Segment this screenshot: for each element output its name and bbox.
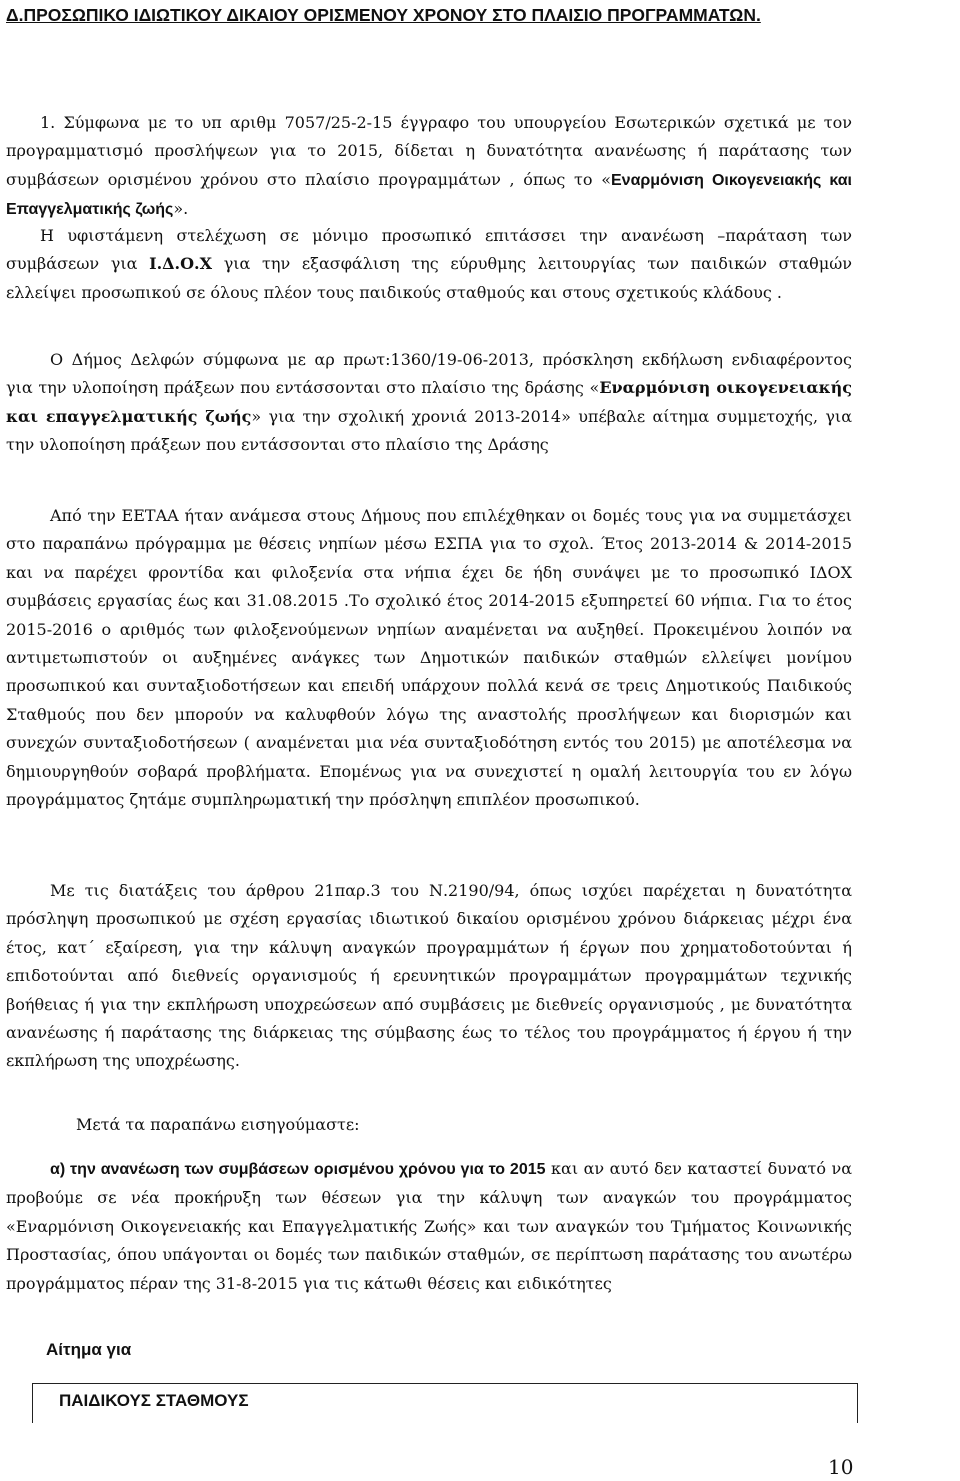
paragraph-7-tail: και αν αυτό δεν καταστεί δυνατό να προβούμε σε νέα προκήρυξη των θέσεων για την κάλυψη των αναγκών του προγράμματος «Εναρμόνιση Οικογενειακής και Επαγγελματικής Ζωής» και των αναγκών του Τμήματος Κοινωνικής Προστασίας, όπου υπάγονται οι δομές των παιδικών σταθμών, σε περίπτωση παράτασης του ανωτέρω προγράμματος πέραν της 31-8-2015 για τις κάτωθι θέσεις και ειδικότητες <box>6 1159 853 1293</box>
paragraph-1-tail: ». <box>173 199 189 219</box>
positions-table <box>32 1383 858 1423</box>
paragraph-3-lead: Ο Δήμος Δελφών σύμφωνα με αρ πρωτ:1360/19-06-2013, πρόσκληση εκδήλωση ενδιαφέροντος για την υλοποίηση πράξεων που εντάσσονται στο πλαίσιο της δράσης « <box>6 350 852 398</box>
paragraph-6 <box>6 1111 852 1139</box>
paragraph-7-bold: α) την ανανέωση των συμβάσεων ορισμένου χρόνου για το 2015 <box>50 1161 546 1178</box>
section-heading: Δ.ΠΡΟΣΩΠΙΚΟ ΙΔΙΩΤΙΚΟΥ ΔΙΚΑΙΟΥ ΟΡΙΣΜΕΝΟΥ ΧΡΟΝΟΥ ΣΤΟ ΠΛΑΙΣΙΟ ΠΡΟΓΡΑΜΜΑΤΩΝ. <box>6 5 761 25</box>
paragraph-2-tail: για την εξασφάλιση της εύρυθμης λειτουργίας των παιδικών σταθμών ελλείψει προσωπικού σε όλους πλέον τους παιδικούς σταθμούς και στους σχετικούς κλάδους . <box>6 254 852 302</box>
paragraph-4 <box>6 502 852 814</box>
paragraph-1 <box>6 109 852 225</box>
paragraph-5 <box>6 877 852 1076</box>
paragraph-4-text: Από την ΕΕΤΑΑ ήταν ανάμεσα στους Δήμους που επιλέχθηκαν οι δομές τους για να συμμετάσχει στο παραπάνω πρόγραμμα με θέσεις νηπίων μέσω ΕΣΠΑ για το σχολ. Έτος 2013-2014 & 2014-2015 και να παρέχει φροντίδα και φιλοξενία στα νήπια έχει δε ήδη συνάψει με το προσωπικό ΙΔΟΧ συμβάσεις εργασίας έως και 31.08.2015 .Το σχολικό έτος 2014-2015 εξυπηρετεί 60 νήπια. Για το έτος 2015-2016 ο αριθμός των φιλοξενούμενων νηπίων αναμένεται να αυξηθεί. Προκειμένου λοιπόν να αντιμετωπιστούν οι αυξημένες ανάγκες των Δημοτικών παιδικών σταθμών ελλείψει μονίμου προσωπικού και συνταξιοδοτήσεων και επειδή υπάρχουν πολλά κενά σε τρεις Δημοτικούς Παιδικούς Σταθμούς που δεν μπορούν να καλυφθούν λόγω της αναστολής προσλήψεων και διορισμών και συνεχών συνταξιοδοτήσεων ( αναμένεται μια νέα συνταξιοδότηση εντός του 2015) με αποτέλεσμα να δημιουργηθούν σοβαρά προβλήματα. Επομένως για να συνεχιστεί η ομαλή λειτουργία του εν λόγω προγράμματος ζητάμε συμπληρωματική την πρόσληψη επιπλέον προσωπικού. <box>6 506 852 810</box>
table-cell-department: ΠΑΙΔΙΚΟΥΣ ΣΤΑΘΜΟΥΣ <box>59 1391 249 1410</box>
paragraph-3 <box>6 346 852 460</box>
paragraph-2 <box>6 222 852 307</box>
paragraph-2-bold: Ι.Δ.Ο.Χ <box>149 254 213 274</box>
paragraph-5-text: Με τις διατάξεις του άρθρου 21παρ.3 του Ν.2190/94, όπως ισχύει παρέχεται η δυνατότητα πρόσληψη προσωπικού με σχέση εργασίας ιδιωτικού δικαίου ορισμένου χρόνου διάρκειας μέχρι ένα έτος, κατ΄ εξαίρεση, για την κάλυψη αναγκών προγραμμάτων ή έργων που χρηματοδοτούνται ή επιδοτούνται από διεθνείς οργανισμούς ή ερευνητικών προγραμμάτων προγραμμάτων τεχνικής βοήθειας ή για την εκπλήρωση υποχρεώσεων από συμβάσεις με διεθνείς οργανισμούς , με δυνατότητα ανανέωσης ή παράτασης της διάρκειας της σύμβασης έως το τέλος του προγράμματος ή έργου ή την εκπλήρωση της υποχρέωσης. <box>6 881 852 1071</box>
paragraph-1-bold: Εναρμόνιση Οικογενειακής και Επαγγελματικής ζωής <box>6 171 852 219</box>
paragraph-6-text: Μετά τα παραπάνω εισηγούμαστε: <box>76 1115 360 1134</box>
paragraph-3-bold: Εναρμόνιση οικογενειακής και επαγγελματικής ζωής <box>6 378 852 426</box>
paragraph-1-lead: 1. Σύμφωνα με το υπ αριθμ 7057/25-2-15 έγγραφο του υπουργείου Εσωτερικών σχετικά με τον προγραμματισμό προσλήψεων για το 2015, δίδεται η δυνατότητα ανανέωσης ή παράτασης των συμβάσεων ορισμένου χρόνου στο πλαίσιο προγραμμάτων , όπως το « <box>6 113 852 189</box>
page-number: 10 <box>828 1455 854 1479</box>
paragraph-7 <box>6 1155 852 1298</box>
paragraph-2-lead: Η υφιστάμενη στελέχωση σε μόνιμο προσωπικό επιτάσσει την ανανέωση –παράταση των συμβάσεων για <box>6 226 852 274</box>
paragraph-3-tail: » για την σχολική χρονιά 2013-2014» υπέβαλε αίτημα συμμετοχής, για την υλοποίηση πράξεων που εντάσσονται στο πλαίσιο της Δράσης <box>6 406 852 455</box>
request-label: Αίτημα για <box>46 1340 132 1359</box>
